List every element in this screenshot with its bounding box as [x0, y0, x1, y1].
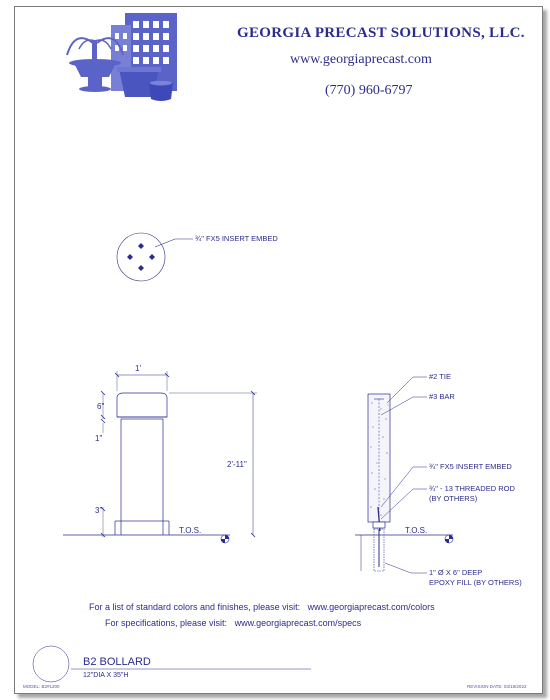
dim-height: 2'-11" [227, 460, 247, 469]
title-block [33, 646, 311, 682]
company-phone: (770) 960-6797 [325, 83, 413, 98]
label-tie: #2 TIE [429, 372, 451, 381]
revision-date: REVISION DATE: 03/18/2022 [467, 684, 527, 689]
drawing-subtitle: 12"DIA X 35"H [83, 672, 129, 679]
dim-reveal: 1" [95, 434, 103, 443]
bollard-elevation [63, 371, 257, 543]
label-rod-2: (BY OTHERS) [429, 494, 478, 503]
drawing-title: B2 BOLLARD [83, 656, 151, 668]
dim-base: 3" [95, 506, 103, 515]
dim-cap: 6" [97, 402, 105, 411]
dim-width: 1' [135, 364, 141, 373]
model-number: MODEL: B2#1200 [23, 684, 60, 689]
specs-link[interactable]: www.georgiaprecast.com/specs [234, 618, 362, 628]
specs-note [105, 619, 361, 628]
label-insert: ¾" FX5 INSERT EMBED [429, 462, 512, 471]
colors-link[interactable]: www.georgiaprecast.com/colors [307, 602, 435, 612]
insert-marks [127, 243, 155, 271]
colors-note [89, 603, 435, 612]
specs-prefix: For specifications, please visit: [105, 618, 228, 628]
company-website[interactable]: www.georgiaprecast.com [290, 52, 432, 67]
company-name: GEORGIA PRECAST SOLUTIONS, LLC. [237, 25, 525, 41]
label-epoxy-2: EPOXY FILL (BY OTHERS) [429, 578, 522, 587]
label-epoxy-1: 1" Ø X 6" DEEP [429, 568, 483, 577]
drawing-canvas [15, 7, 542, 693]
elevation-tos: T.O.S. [179, 526, 202, 535]
drawing-sheet [14, 6, 543, 694]
bollard-section [355, 377, 453, 573]
company-logo [67, 13, 177, 101]
colors-prefix: For a list of standard colors and finishes, please visit: [89, 602, 301, 612]
label-rod-1: ¾" - 13 THREADED ROD [429, 484, 515, 493]
plan-insert-label: ¾" FX5 INSERT EMBED [195, 234, 278, 243]
plan-view [117, 233, 193, 281]
section-tos: T.O.S. [405, 526, 428, 535]
label-bar: #3 BAR [429, 392, 455, 401]
